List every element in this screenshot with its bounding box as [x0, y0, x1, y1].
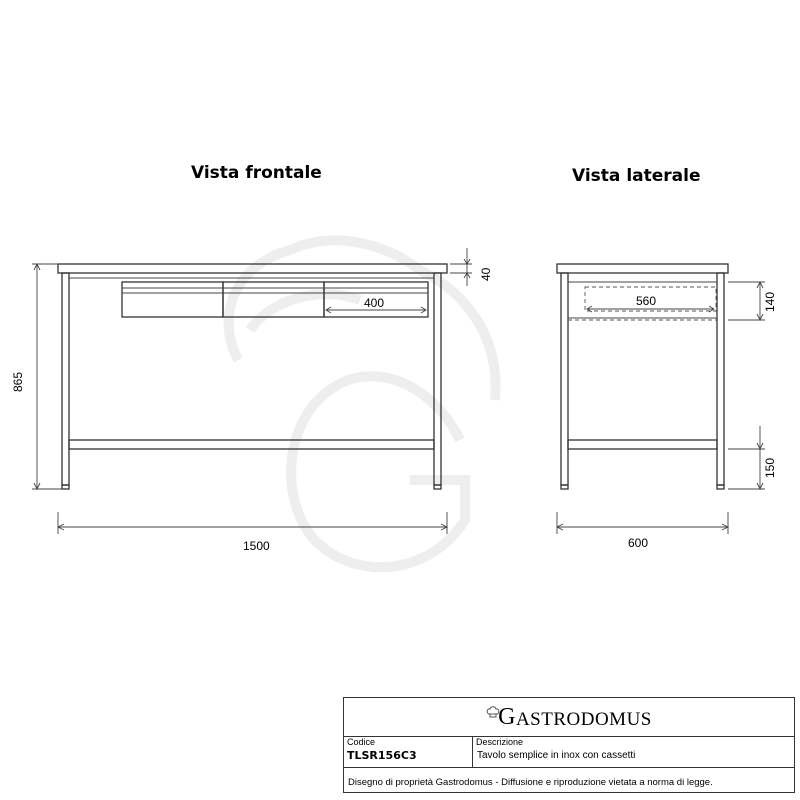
dim-label-top-thickness: 40	[479, 267, 493, 281]
side-view-title: Vista laterale	[572, 166, 701, 186]
description-cell	[473, 736, 794, 768]
watermark-logo	[229, 240, 496, 567]
code-label: Codice	[347, 737, 376, 747]
product-code: TLSR156C3	[347, 749, 417, 762]
dim-label-drawer-width: 400	[364, 296, 385, 310]
front-view	[11, 248, 493, 553]
drawer	[122, 282, 223, 317]
dim-label-depth: 600	[628, 536, 649, 550]
dim-top-thickness	[450, 248, 493, 286]
side-table-top	[557, 264, 728, 273]
front-view-title: Vista frontale	[191, 163, 322, 183]
dim-label-shelf-height: 150	[763, 457, 777, 478]
logo-initial: G	[498, 703, 516, 730]
logo-text: ASTRODOMUS	[515, 708, 652, 730]
dim-height	[11, 264, 62, 489]
dim-drawer-height	[728, 282, 777, 320]
side-bottom-shelf	[568, 440, 717, 449]
dim-label-height: 865	[11, 371, 25, 392]
company-logo	[498, 704, 652, 731]
dim-depth	[557, 512, 728, 550]
copyright-notice: Disegno di proprietà Gastrodomus - Diffusione e riproduzione vietata a norma di legge.	[348, 777, 713, 788]
title-block	[343, 697, 795, 793]
front-bottom-shelf	[69, 440, 434, 449]
logo-row	[344, 698, 794, 737]
dim-label-width: 1500	[243, 539, 270, 553]
dim-drawer-depth	[587, 294, 714, 312]
dim-width	[58, 512, 447, 553]
dim-label-drawer-height: 140	[763, 291, 777, 312]
product-description: Tavolo semplice in inox con cassetti	[477, 750, 636, 761]
dim-label-drawer-depth: 560	[636, 294, 657, 308]
side-view	[557, 264, 777, 550]
dim-shelf-height	[728, 426, 777, 489]
description-label: Descrizione	[476, 737, 524, 747]
code-cell	[344, 736, 473, 768]
